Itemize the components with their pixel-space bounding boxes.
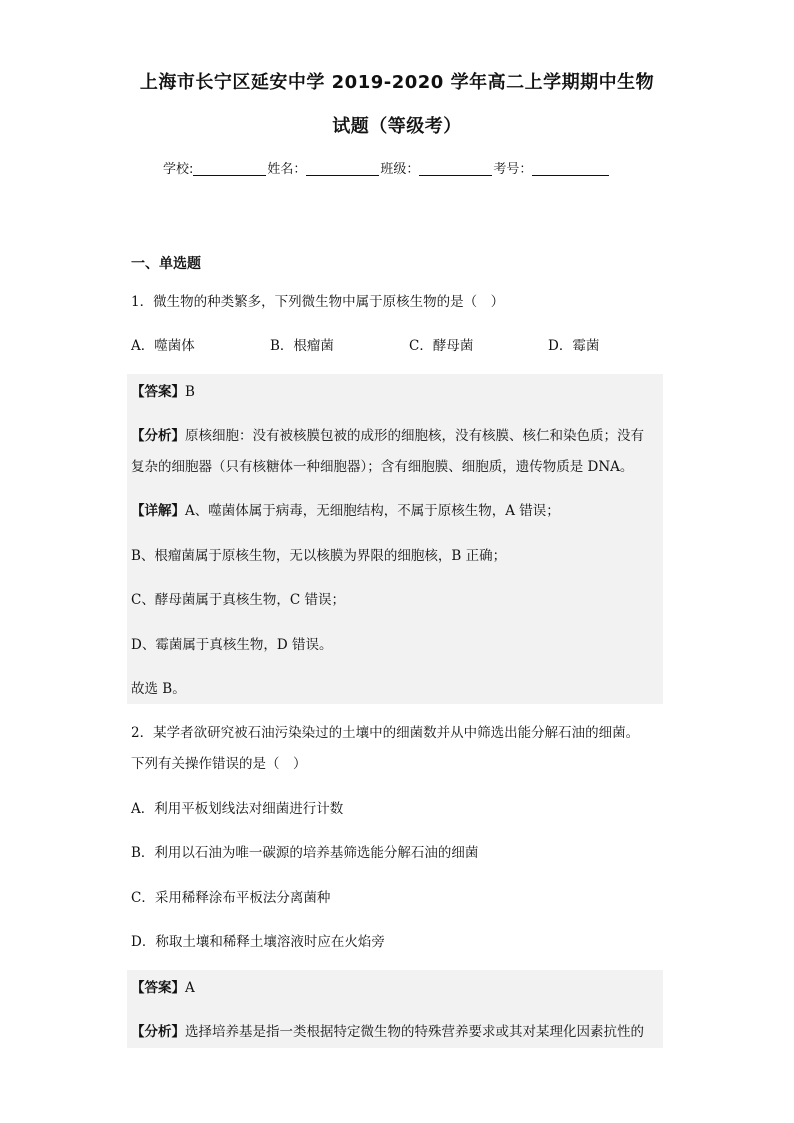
q1-detail-line1	[131, 501, 560, 521]
section-title: 一、单选题	[131, 256, 201, 272]
answer-value: A	[185, 980, 195, 996]
answer-value: B	[185, 384, 195, 400]
answer-tag: 【答案】	[131, 980, 185, 996]
q1-stem: 1．微生物的种类繁多，下列微生物中属于原核生物的是（ ）	[131, 294, 505, 310]
exam-no-blank	[532, 161, 609, 176]
q2-stem-line2: 下列有关操作错误的是（ ）	[131, 756, 307, 772]
q1-option-c: C．酵母菌	[409, 338, 474, 354]
school-label: 学校:	[163, 162, 194, 177]
q1-option-b: B．根瘤菌	[270, 338, 334, 354]
detail-tag: 【详解】	[131, 503, 185, 519]
class-blank	[419, 161, 492, 176]
class-label: 班级：	[380, 162, 420, 177]
q1-detail-line4: D、霉菌属于真核生物，D 错误。	[131, 637, 333, 653]
q2-option-d: D．称取土壤和稀释土壤溶液时应在火焰旁	[131, 934, 385, 950]
exam-no-label: 考号：	[493, 162, 533, 177]
q2-stem-line1: 2．某学者欲研究被石油污染染过的土壤中的细菌数并从中筛选出能分解石油的细菌。	[131, 725, 640, 741]
name-label: 姓名：	[267, 162, 307, 177]
q2-answer	[131, 978, 195, 998]
q1-conclusion: 故选 B。	[131, 681, 186, 697]
name-blank	[306, 161, 379, 176]
analysis-tag: 【分析】	[131, 1024, 185, 1040]
q2-analysis-line1	[131, 1022, 644, 1042]
document-title-line1: 上海市长宁区延安中学 2019-2020 学年高二上学期期中生物	[139, 72, 655, 93]
q2-option-b: B．利用以石油为唯一碳源的培养基筛选能分解石油的细菌	[131, 845, 479, 861]
q1-analysis-line1	[131, 426, 644, 446]
detail-text: A、噬菌体属于病毒，无细胞结构，不属于原核生物，A 错误；	[185, 503, 560, 519]
answer-tag: 【答案】	[131, 384, 185, 400]
q1-detail-line2: B、根瘤菌属于原核生物，无以核膜为界限的细胞核，B 正确；	[131, 548, 507, 564]
q2-option-c: C．采用稀释涂布平板法分离菌种	[131, 890, 331, 906]
school-blank	[193, 161, 266, 176]
document-title-line2: 试题（等级考）	[332, 116, 462, 137]
q1-option-a: A．噬菌体	[131, 338, 195, 354]
analysis-tag: 【分析】	[131, 428, 185, 444]
analysis-text: 原核细胞：没有被核膜包被的成形的细胞核，没有核膜、核仁和染色质；没有	[185, 428, 644, 444]
q1-answer	[131, 382, 195, 402]
q2-option-a: A．利用平板划线法对细菌进行计数	[131, 801, 344, 817]
analysis-text: 选择培养基是指一类根据特定微生物的特殊营养要求或其对某理化因素抗性的	[185, 1024, 644, 1040]
student-info-row	[163, 158, 610, 177]
q1-analysis-line2: 复杂的细胞器（只有核糖体一种细胞器）；含有细胞膜、细胞质，遗传物质是 DNA。	[131, 459, 634, 475]
q1-option-d: D．霉菌	[548, 338, 600, 354]
q1-detail-line3: C、酵母菌属于真核生物，C 错误；	[131, 592, 345, 608]
